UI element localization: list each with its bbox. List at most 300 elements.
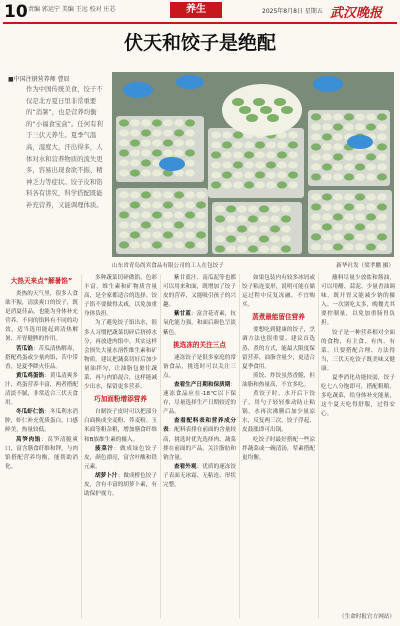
dumpling [211,151,221,158]
lead-term: 苦瓜馅 [16,345,33,352]
dumpling [288,181,298,188]
dumpling [226,235,236,242]
dumpling-photo [112,72,394,257]
dumpling [366,213,376,220]
dumpling [119,159,129,166]
dumpling [281,215,291,222]
dumpling [311,163,321,170]
paragraph-text: ：做成橙色饺子皮，含有丰富的胡萝卜素，有助保护视力。 [84,472,157,498]
paragraph-text: 为了避免饺子馅出水，很多人习惯把蔬菜切碎后挤掉水分，再放进肉馅中。其实这样会损失大量水溶性维生素和矿物质。建议把蔬菜切好后加少量油拌匀，让油脂包裹住蔬菜，再与肉馅混合，这样能减少出水，保留更多营养。 [84,320,157,391]
newspaper-logo: 武汉晚报 [330,6,383,21]
dumpling [355,193,365,200]
dumpling [333,133,343,140]
dumpling [333,223,343,230]
dumpling [377,213,387,220]
dumpling [196,211,206,218]
dumpling [237,215,247,222]
paragraph [242,372,315,390]
dumpling [185,139,195,146]
dumpling [130,169,140,176]
paragraph [5,372,78,408]
dumpling [215,205,225,212]
lead-term: 莴笋肉馅 [16,436,42,443]
paragraph [242,274,315,310]
lead-term: 胡萝卜汁 [95,472,118,479]
dumpling [152,211,162,218]
page-number: 10 [4,2,28,22]
dumpling [130,119,140,126]
dumpling [266,171,276,178]
paragraph-text: ：黄瓜清爽多汁，鸡蛋营养丰富，两者搭配清淡不腻，非常适合三伏天食用。 [5,372,78,407]
dumpling [377,173,387,180]
dumpling [344,123,354,130]
paragraph [84,408,157,444]
dumpling [255,141,265,148]
paragraph-text: ：配料表排在前面的含量较高，挑选时优先选择肉、蔬菜排在前面的产品，关注脂肪和钠含量。 [163,427,236,461]
dumpling [266,141,276,148]
dumpling [366,203,376,210]
dumpling [366,243,376,250]
dumpling [222,181,232,188]
dumpling [185,231,195,238]
gloved-hand [159,157,185,171]
dumpling [226,225,236,232]
dumpling [322,203,332,210]
dumpling [270,245,280,252]
dumpling [174,149,184,156]
dumpling [266,161,276,168]
dumpling [355,243,365,250]
dumpling [222,171,232,178]
dumpling [196,221,206,228]
dumpling [333,203,343,210]
paragraph-text: 蘸料尽量少放盐和酱油，可以用醋、蒜泥、少量香油调味，既开胃又能减少钠的摄入。一次别吃太多，晚餐尤其要控制量，以免加重肠胃负担。 [321,275,395,327]
dumpling [311,173,321,180]
dumpling [141,201,151,208]
dumpling [322,153,332,160]
dumpling [239,106,251,114]
dumpling [277,161,287,168]
dumpling [163,149,173,156]
paragraph [84,472,157,499]
dumpling [141,159,151,166]
dumpling [281,205,291,212]
dumpling [355,123,365,130]
dumpling [281,245,291,252]
dumpling [377,143,387,150]
lead-term: 查看生产日期和保质期 [174,381,231,388]
dumpling [333,233,343,240]
dumpling [288,131,298,138]
dumpling [174,241,184,248]
dumpling [222,141,232,148]
dumpling [322,123,332,130]
subheading: 挑选冻的关注三点 [173,340,226,349]
caption-text: 山东省青岛尚宾食品有限公司的工人在包饺子 [112,263,224,269]
article-column-3 [163,274,236,490]
dumpling [255,161,265,168]
dumpling [344,113,354,120]
paragraph [163,381,236,417]
dumpling [119,231,129,238]
dumpling [152,119,162,126]
subheading: 巧加面粉增添营养 [94,395,147,404]
dumpling [355,113,365,120]
dumpling [288,171,298,178]
dumpling [277,181,287,188]
dumpling [311,223,321,230]
photo-credit: 新华社发（梁孝鹏 摄） [336,263,394,269]
paragraph [321,274,395,329]
dumpling [311,193,321,200]
masthead [0,0,400,24]
dumpling [174,201,184,208]
subheading: 蒸煮最能留住营养 [252,313,305,322]
dumpling [281,225,291,232]
dumpling [185,211,195,218]
dumpling [322,243,332,250]
dumpling [366,223,376,230]
lead-term: 菠菜汁 [95,445,114,452]
dumpling [130,201,140,208]
subheading: 大热天来点“解暑馅” [10,277,73,285]
dumpling [377,113,387,120]
dumpling [244,171,254,178]
paragraph-text: 炎热的天气里，很多人食欲不振，清淡爽口的饺子，既是消夏佳品，也能为身体补充营养。不同的馅料有不同的功效，适当选用能起到清热解暑、开胃健脾的作用。 [5,291,78,343]
paragraph-text: 吃饺子时最好搭配一些凉拌蔬菜或一碗清汤，荤素搭配更均衡。 [242,436,315,461]
dumpling [366,163,376,170]
dumpling [196,231,206,238]
paragraph [5,345,78,372]
paragraph [321,374,395,419]
dumpling [196,201,206,208]
dumpling [185,201,195,208]
dumpling [119,139,129,146]
dumpling [226,215,236,222]
dumpling [248,235,258,242]
dumpling [277,151,287,158]
dumpling [185,191,195,198]
gloved-hand [313,76,343,92]
dumpling [277,141,287,148]
dumpling [244,181,254,188]
dumpling [322,233,332,240]
dumpling [333,193,343,200]
dumpling [322,133,332,140]
dumpling [119,129,129,136]
dumpling [141,169,151,176]
paragraph [5,436,78,472]
article-column-5 [321,274,395,420]
dumpling [322,163,332,170]
dumpling [163,211,173,218]
dumpling [344,163,354,170]
dumpling [377,163,387,170]
dumpling [322,213,332,220]
column-divider [239,274,240,619]
dumpling [185,221,195,228]
dumpling [237,235,247,242]
lead-term: 查看外观 [174,463,197,470]
paragraph-text: 紫甘蓝汁、南瓜泥等也都可以用来和面，既增加了饺子皮的营养，又能吸引孩子的兴趣。 [163,275,236,309]
dumpling [211,131,221,138]
dumpling [333,213,343,220]
dumpling [259,235,269,242]
editor-credits: 责编 郭运宁 美编 王远 校对 庄芯 [28,6,116,13]
article-column-4 [242,274,315,463]
paragraph-text: ：速冻食品应在-18℃以下保存，尽量选择生产日期较近的产品。 [163,381,236,416]
dumpling [311,213,321,220]
paragraph-text: 饺子是一种营养相对全面的食物，有主食、有肉、有菜。只要搭配合理、方法得当，三伏天吃饺子既美味又健康。 [321,329,395,372]
dumpling [233,181,243,188]
dumpling [141,119,151,126]
dumpling [366,173,376,180]
author-line: ■中国注册营养师 曹辰 [8,76,70,83]
dumpling [267,114,279,122]
dumpling [141,129,151,136]
dumpling [333,173,343,180]
dumpling [163,241,173,248]
dumpling [174,139,184,146]
paragraph-text: 要想吃到健康的饺子，烹调方法也很重要。建议首选蒸、煮的方式，能最大限度保留营养，油脂含量少，更适合夏季食用。 [242,327,315,370]
dumpling [270,235,280,242]
paragraph [163,274,236,310]
dumpling [311,123,321,130]
dumpling [322,223,332,230]
article-column-1 [5,274,78,472]
dumpling [366,193,376,200]
dumpling [366,113,376,120]
article-source: （生命时报官方网站） [339,614,395,620]
dumpling [259,225,269,232]
dumpling [344,153,354,160]
dumpling [174,191,184,198]
dumpling [366,123,376,130]
dumpling [311,153,321,160]
dumpling [277,171,287,178]
dumpling [260,106,272,114]
dumpling [141,211,151,218]
paragraph [163,463,236,490]
dumpling [152,201,162,208]
dumpling [244,161,254,168]
dumpling [255,151,265,158]
dumpling [163,201,173,208]
dumpling-photo-art [112,72,394,257]
dumpling [226,245,236,252]
paragraph-text: ：莴笋清脆爽口，富含膳食纤维和钾，与肉馅搭配营养均衡，能帮助消化。 [5,436,78,470]
paragraph [163,310,236,337]
dumpling [259,215,269,222]
dumpling [174,119,184,126]
dumpling [152,191,162,198]
dumpling [270,205,280,212]
dumpling [281,235,291,242]
dumpling [377,233,387,240]
paragraph [163,354,236,381]
paragraph [5,290,78,345]
lead-term: 查看配料表和营养成分表 [163,418,236,434]
dumpling [185,241,195,248]
intro-paragraph: 作为中国传统美食，饺子不仅是北方夏日里非常重要的“消暑”，也是营养均衡的“小福食宝盒”。任何有利于三伏天养生。夏季气温高，湿度大，汗出得多，人体对水和营养物质的流失更多，容易出现食欲不振、精神乏力等症状。饺子皮和馅料各有讲究，科学搭配既能补充营养，又能调理体质。 [26,85,103,209]
paragraph [242,436,315,463]
dumpling [233,131,243,138]
dumpling [322,113,332,120]
dumpling [163,231,173,238]
paragraph-text: ：优质的速冻饺子表面无冰霜、无粘连、形状完整。 [163,463,236,488]
masthead-rule [3,22,397,24]
paragraph [84,319,157,392]
dumpling [141,231,151,238]
dumpling [377,203,387,210]
dumpling [174,231,184,238]
dumpling [366,233,376,240]
dumpling [119,191,129,198]
dumpling [141,241,151,248]
dumpling [333,243,343,250]
dumpling [344,223,354,230]
dumpling [333,123,343,130]
dumpling [377,153,387,160]
dumpling [130,129,140,136]
dumpling [215,245,225,252]
dumpling [185,159,195,166]
dumpling [281,106,293,114]
dumpling [119,221,129,228]
dumpling [130,191,140,198]
dumpling [237,205,247,212]
dumpling [152,231,162,238]
paragraph-text: 多种蔬菜切碎做馅，色彩丰富，维生素和矿物质含量高，是全家都适合的选择。饺子馅不要做得太咸，以免加重身体负担。 [84,275,157,318]
dumpling [237,225,247,232]
dumpling [377,243,387,250]
dumpling [119,149,129,156]
paragraph [242,390,315,435]
paragraph-text: 自制饺子皮时可以把部分白面换成全麦粉、荞麦粉、玉米面等粗杂粮，增加膳食纤维和B族维生素的摄入。 [84,409,157,443]
dumpling [119,119,129,126]
dumpling [163,119,173,126]
dumpling [344,233,354,240]
paragraph [163,417,236,462]
paragraph-text: 如果包装内有较多冰屑或饺子粘连变形，说明可能在储运过程中反复冻融，不宜购买。 [242,275,315,309]
dumpling [322,143,332,150]
dumpling [185,119,195,126]
paragraph-text: 速冻饺子是很多家庭的常备食品，挑选时可以关注三点。 [163,354,236,379]
dumpling [311,113,321,120]
dumpling [163,139,173,146]
dumpling [248,205,258,212]
dumpling [377,193,387,200]
dumpling [152,129,162,136]
dumpling [248,245,258,252]
dumpling [174,221,184,228]
column-divider [318,274,319,619]
dumpling [185,129,195,136]
dumpling [152,169,162,176]
dumpling [344,213,354,220]
dumpling [288,141,298,148]
dumpling [355,203,365,210]
dumpling [233,141,243,148]
paragraph-text: 夏季消化功能较弱，饺子吃七八分饱即可，搭配粗粮、多吃蔬菜，给身体补充能量，这个夏天吃得舒服，过得安心。 [321,375,395,418]
dumpling [152,221,162,228]
dumpling [130,211,140,218]
dumpling [355,233,365,240]
dumpling [222,131,232,138]
paragraph-text: ：苦瓜清热解毒，搭配鸡蛋或少量肉馅，苦中带香，是夏季降火佳品。 [5,345,78,370]
dumpling [130,231,140,238]
dumpling [232,98,244,106]
dumpling [130,221,140,228]
dumpling [333,143,343,150]
dumpling [333,163,343,170]
dumpling [344,203,354,210]
dumpling [196,191,206,198]
dumpling [270,225,280,232]
dumpling [244,151,254,158]
dumpling [119,211,129,218]
dumpling [288,161,298,168]
dumpling [196,241,206,248]
dumpling [215,225,225,232]
dumpling [185,169,195,176]
dumpling [211,171,221,178]
dumpling [344,173,354,180]
photo-caption [112,261,394,269]
dumpling [152,139,162,146]
dumpling [244,141,254,148]
dumpling [255,181,265,188]
dumpling [130,139,140,146]
dumpling [163,221,173,228]
gloved-hand [176,75,204,89]
dumpling [141,221,151,228]
issue-date: 2025年8月8日 星期五 [262,8,323,15]
headline: 伏天和饺子是绝配 [123,32,276,54]
dumpling [259,205,269,212]
dumpling [130,159,140,166]
dumpling [259,245,269,252]
dumpling [248,215,258,222]
paragraph [242,326,315,371]
gloved-hand [123,82,153,98]
dumpling [130,149,140,156]
dumpling [311,133,321,140]
dumpling [377,223,387,230]
paragraph-text: ：冬瓜利水消肿，虾仁补充优质蛋白，口感鲜美，热量较低。 [5,409,78,434]
dumpling [333,113,343,120]
dumpling [211,161,221,168]
dumpling [322,193,332,200]
paragraph [84,274,157,319]
dumpling [174,211,184,218]
dumpling [163,191,173,198]
dumpling [130,241,140,248]
dumpling [185,149,195,156]
dumpling [152,149,162,156]
dumpling [152,241,162,248]
dumpling [274,98,286,106]
paragraph [321,329,395,374]
dumpling [355,153,365,160]
dumpling [270,215,280,222]
dumpling [233,161,243,168]
dumpling [211,141,221,148]
dumpling [233,151,243,158]
column-divider [81,274,82,619]
dumpling [141,139,151,146]
dumpling [248,225,258,232]
